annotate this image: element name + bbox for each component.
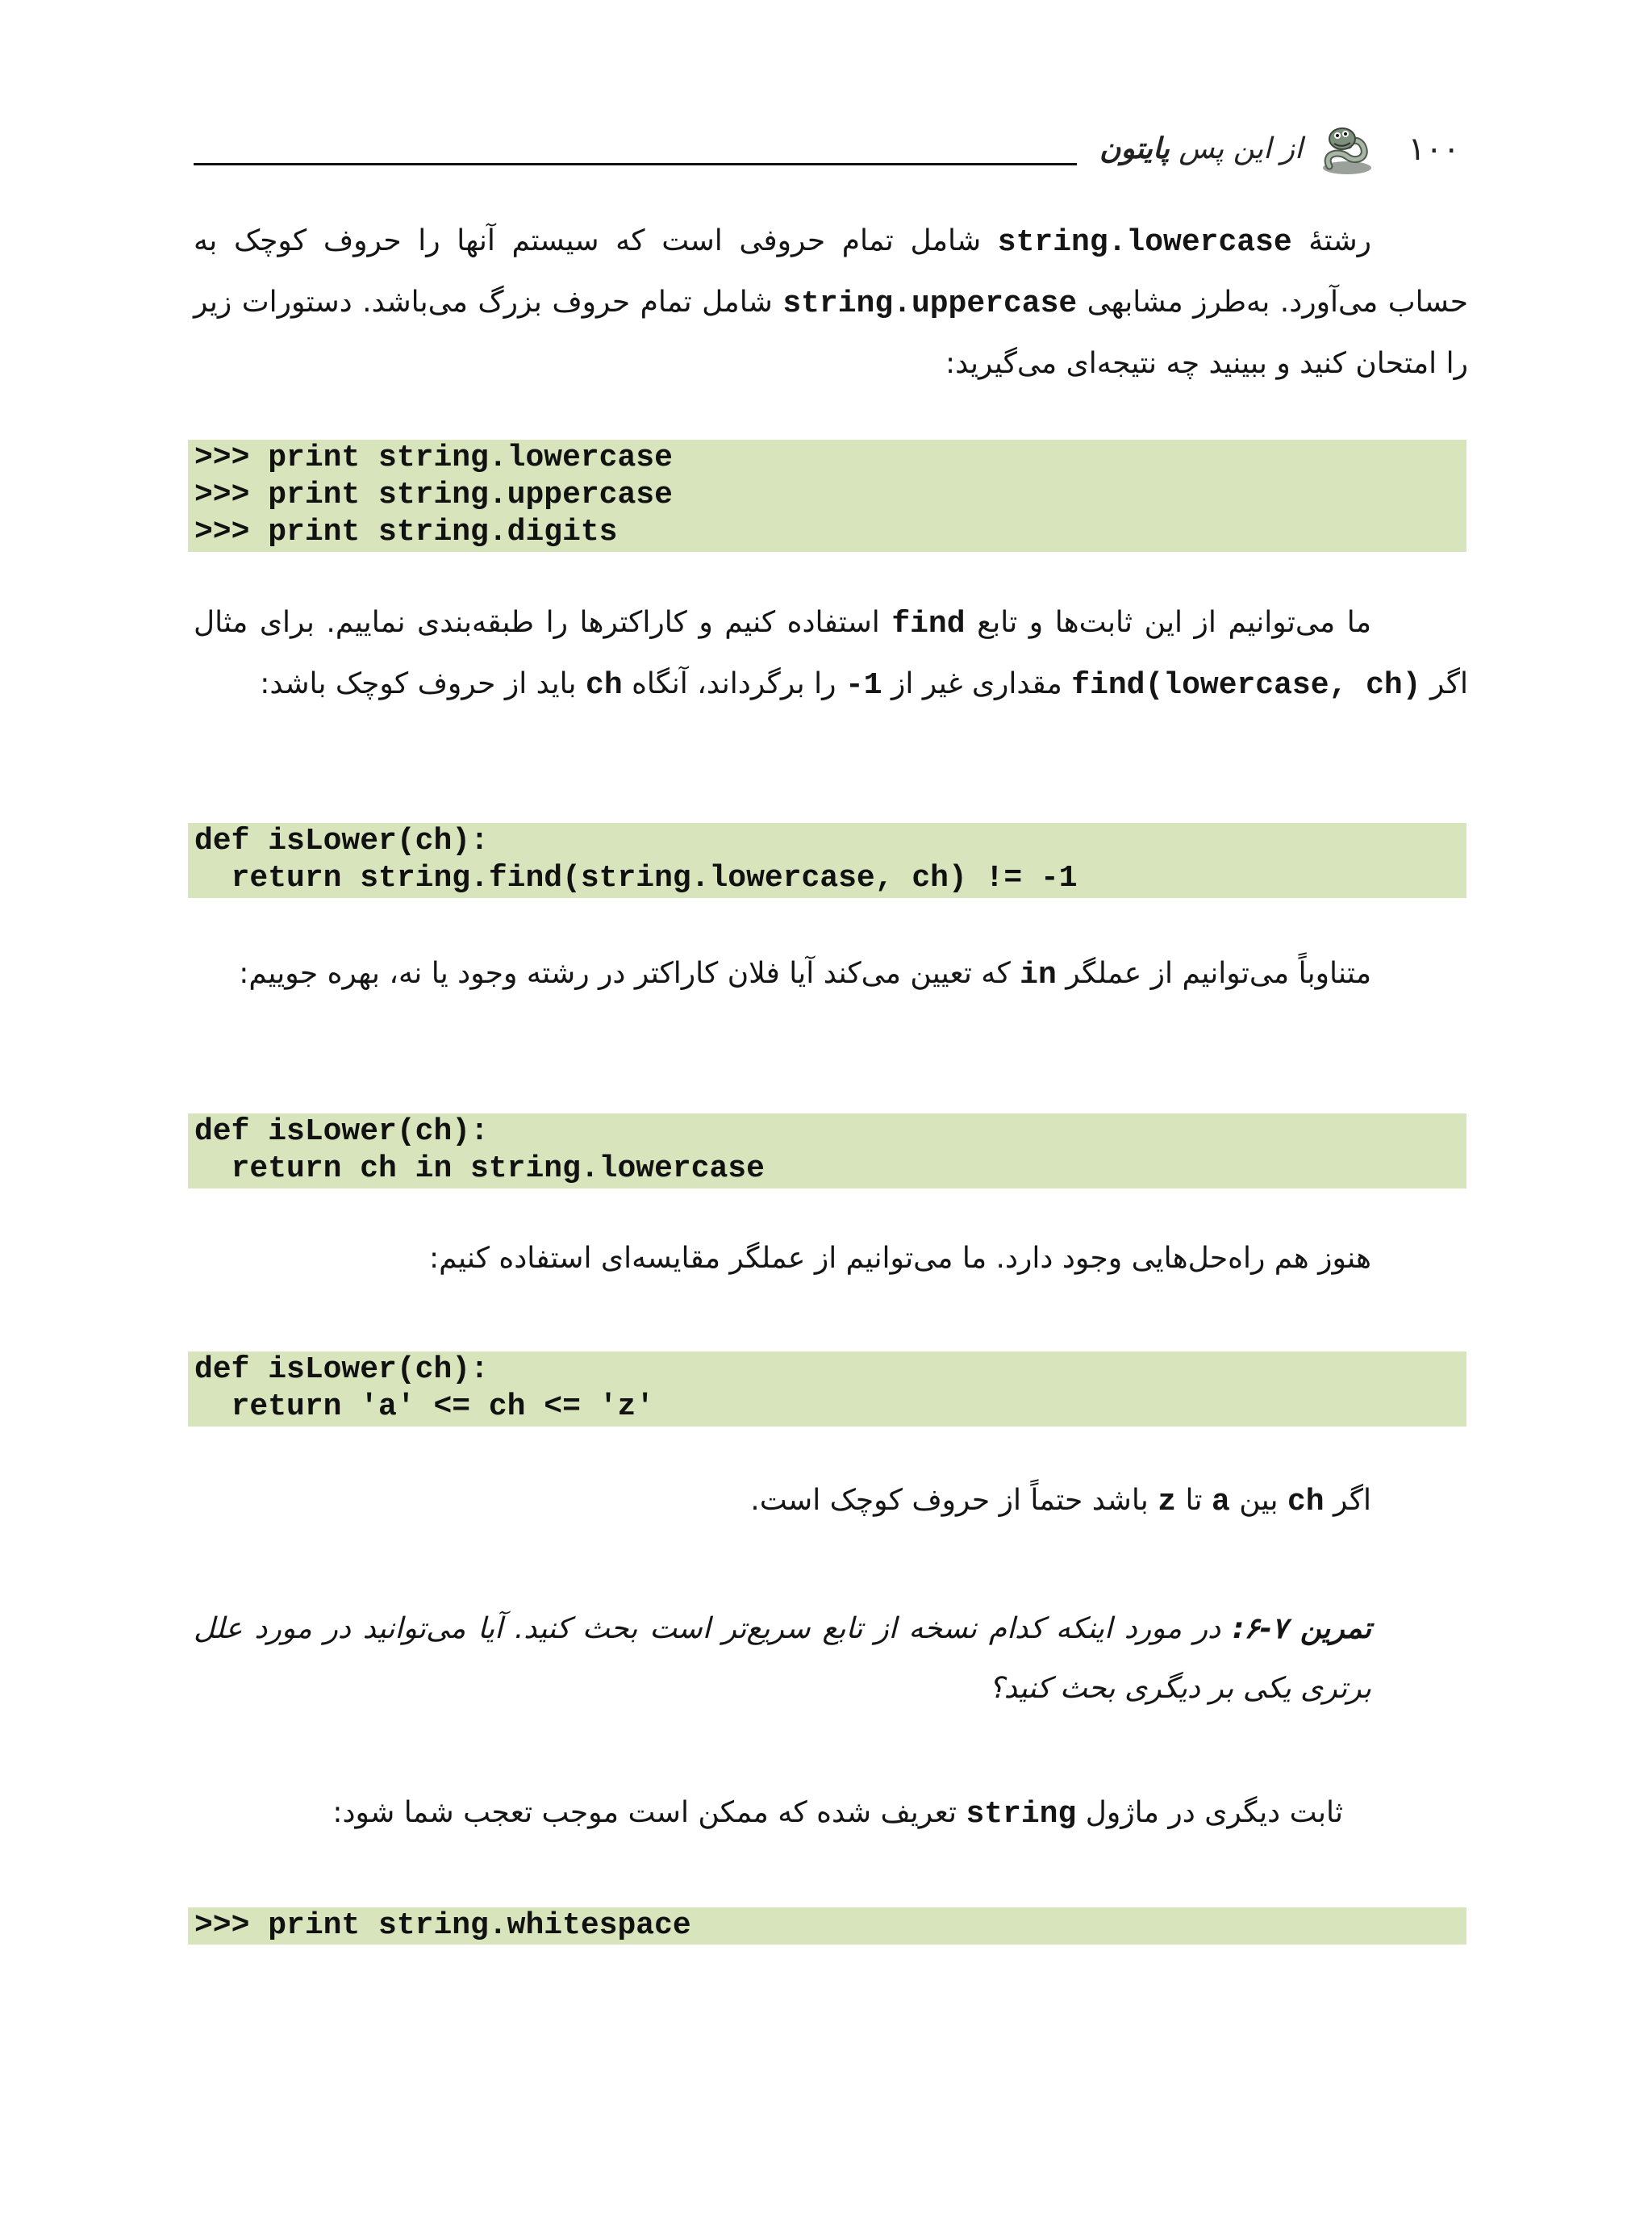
p1-code-uppercase: string.uppercase: [782, 286, 1078, 321]
p2-text-e: باید از حروف کوچک باشد:: [260, 667, 586, 700]
code-line: >>> print string.lowercase: [194, 441, 673, 475]
p5-text-c: تا: [1176, 1484, 1212, 1517]
paragraph-find-classify: [194, 593, 1468, 716]
header-rule: [194, 163, 1077, 165]
code-block-islower-compare: [188, 1351, 1466, 1427]
code-line: return string.find(string.lowercase, ch) != -1: [194, 861, 1078, 896]
p2-text-d: را برگرداند، آنگاه: [622, 667, 845, 700]
p7-code-string: string: [966, 1797, 1077, 1832]
p5-text-d: باشد حتماً از حروف کوچک است.: [750, 1484, 1158, 1517]
p5-code-a: a: [1211, 1485, 1230, 1519]
p5-code-z: z: [1158, 1485, 1177, 1519]
code-line: def isLower(ch):: [194, 1352, 489, 1387]
code-line: return 'a' <= ch <= 'z': [194, 1389, 655, 1424]
code-line: def isLower(ch):: [194, 1114, 489, 1149]
p2-text-c: مقداری غیر از: [882, 667, 1072, 700]
code-line: >>> print string.digits: [194, 515, 618, 549]
code-line: >>> print string.whitespace: [194, 1908, 691, 1943]
p7-text-b: تعریف شده که ممکن است موجب تعجب شما شود:: [332, 1796, 966, 1829]
p3-code-in: in: [1020, 958, 1057, 992]
p3-text-b: که تعیین می‌کند آیا فلان کاراکتر در رشته وجود یا نه، بهره جوییم:: [239, 957, 1020, 990]
book-title-strong: پایتون: [1099, 132, 1170, 165]
p2-code-find-call: find(lowercase, ch): [1071, 668, 1421, 703]
p2-text-a: ما می‌توانیم از این ثابت‌ها و تابع: [965, 606, 1372, 639]
exercise-7-6: [194, 1599, 1371, 1719]
p2-code-minus-one: -1: [845, 668, 882, 703]
paragraph-comparison: [194, 1229, 1371, 1289]
p5-code-ch: ch: [1287, 1485, 1325, 1519]
p1-code-lowercase: string.lowercase: [997, 225, 1292, 260]
p3-text-a: متناوباً می‌توانیم از عملگر: [1056, 957, 1371, 990]
p2-text-b: استفاده کنیم و کاراکترها را طبقه‌بندی نماییم. برای مثال اگر: [194, 606, 1468, 700]
code-line: def isLower(ch):: [194, 824, 489, 858]
code-line: >>> print string.uppercase: [194, 478, 673, 512]
code-block-print-constants: [188, 440, 1466, 552]
p1-text-a: رشتهٔ: [1291, 224, 1372, 257]
book-title-prefix: از این پس: [1169, 132, 1303, 165]
p5-text-a: اگر: [1324, 1484, 1371, 1517]
p5-text-b: بین: [1229, 1484, 1287, 1517]
p2-code-find: find: [891, 607, 966, 641]
p4-text-a: هنوز هم راه‌حل‌هایی وجود دارد. ما می‌توانیم از عملگر مقایسه‌ای استفاده کنیم:: [428, 1242, 1371, 1275]
paragraph-in-operator: [194, 944, 1468, 1005]
p1-text-c: شامل تمام حروف بزرگ می‌باشد. دستورات زیر را امتحان کنید و ببینید چه نتیجه‌ای می‌گیرید:: [194, 286, 1468, 380]
p2-code-ch: ch: [586, 668, 623, 703]
paragraph-a-to-z: [194, 1471, 1371, 1532]
page-number: ۱۰۰: [1408, 131, 1460, 168]
code-block-islower-in: [188, 1113, 1466, 1189]
exercise-label: تمرین ۷-۶:: [1232, 1612, 1372, 1645]
p7-text-a: ثابت دیگری در ماژول: [1076, 1796, 1343, 1829]
code-block-whitespace: [188, 1907, 1466, 1945]
exercise-text: در مورد اینکه کدام نسخه از تابع سریع‌تر است بحث کنید. آیا می‌توانید در مورد علل برتری یکی بر دیگری بحث کنید؟: [194, 1612, 1371, 1705]
book-title: [1099, 132, 1303, 165]
p1-text-b: شامل تمام حروفی است که سیستم آنها را حروف کوچک به حساب می‌آورد. به‌طرز مشابهی: [194, 224, 1468, 319]
code-line: return ch in string.lowercase: [194, 1151, 765, 1186]
paragraph-whitespace: [194, 1783, 1343, 1844]
running-header: [194, 121, 1460, 178]
code-block-islower-find: [188, 823, 1466, 898]
python-snake-icon: [1315, 121, 1379, 179]
paragraph-lowercase-uppercase: [194, 211, 1468, 394]
